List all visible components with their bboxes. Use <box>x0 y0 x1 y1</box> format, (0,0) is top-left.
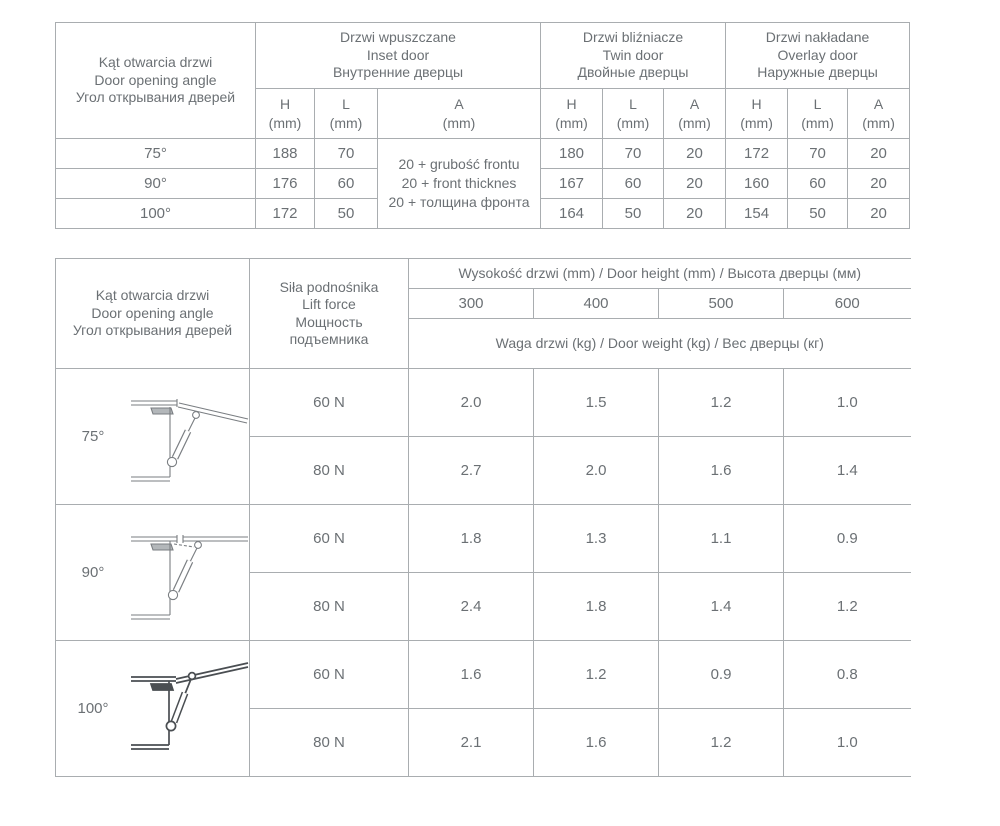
t2-weight-90-80-400: 1.8 <box>534 573 659 641</box>
t2-door-weight-header: Waga drzwi (kg) / Door weight (kg) / Вес дверцы (кг) <box>409 319 911 369</box>
t1-inset-l-75: 70 <box>315 139 378 169</box>
t1-overlay-a-90: 20 <box>848 169 910 199</box>
t2-weight-90-60-400: 1.3 <box>534 505 659 573</box>
t1-twin-l-header: L (mm) <box>603 89 664 139</box>
t1-inset-a-header: A (mm) <box>378 89 541 139</box>
door-dimensions-table <box>55 22 910 229</box>
t2-weight-90-60-600: 0.9 <box>784 505 911 573</box>
t2-force-100-80: 80 N <box>250 709 409 777</box>
t2-door-height-header: Wysokość drzwi (mm) / Door height (mm) / Высота дверцы (мм) <box>409 259 911 289</box>
t1-twin-a-75: 20 <box>664 139 726 169</box>
t2-height-400: 400 <box>534 289 659 319</box>
table-row <box>56 641 911 709</box>
t1-overlay-l-100: 50 <box>788 199 848 229</box>
t2-angle-label-75: 75° <box>81 427 105 445</box>
t2-force-90-60: 60 N <box>250 505 409 573</box>
t2-weight-90-60-300: 1.8 <box>409 505 534 573</box>
t2-section-100 <box>56 641 250 777</box>
t2-force-90-80: 80 N <box>250 573 409 641</box>
t2-weight-100-80-600: 1.0 <box>784 709 911 777</box>
t2-weight-75-60-600: 1.0 <box>784 369 911 437</box>
t1-angle-100: 100° <box>56 199 256 229</box>
t2-weight-100-80-500: 1.2 <box>659 709 784 777</box>
t1-overlay-l-90: 60 <box>788 169 848 199</box>
t1-group-overlay: Drzwi nakładane Overlay door Наружные дверцы <box>726 23 910 89</box>
t1-overlay-l-header: L (mm) <box>788 89 848 139</box>
t2-weight-75-60-300: 2.0 <box>409 369 534 437</box>
door-open-75-diagram <box>130 387 250 487</box>
t1-twin-h-header: H (mm) <box>541 89 603 139</box>
t1-inset-h-100: 172 <box>256 199 315 229</box>
t1-twin-l-75: 70 <box>603 139 664 169</box>
t1-group-inset: Drzwi wpuszczane Inset door Внутренние дверцы <box>256 23 541 89</box>
lift-force-table <box>55 258 911 777</box>
t2-weight-90-80-600: 1.2 <box>784 573 911 641</box>
door-open-100-diagram <box>130 659 250 759</box>
t1-inset-l-100: 50 <box>315 199 378 229</box>
t2-section-75 <box>56 369 250 505</box>
t2-height-600: 600 <box>784 289 911 319</box>
t1-twin-a-100: 20 <box>664 199 726 229</box>
t2-force-75-80: 80 N <box>250 437 409 505</box>
t1-overlay-h-90: 160 <box>726 169 788 199</box>
t2-weight-100-60-400: 1.2 <box>534 641 659 709</box>
t1-overlay-l-75: 70 <box>788 139 848 169</box>
t2-weight-75-80-600: 1.4 <box>784 437 911 505</box>
t1-overlay-a-100: 20 <box>848 199 910 229</box>
t1-angle-75: 75° <box>56 139 256 169</box>
t2-height-300: 300 <box>409 289 534 319</box>
t2-force-header: Siła podnośnika Lift force Мощность подъемника <box>250 259 409 369</box>
t2-force-75-60: 60 N <box>250 369 409 437</box>
t1-angle-header: Kąt otwarcia drzwi Door opening angle Угол открывания дверей <box>56 23 256 139</box>
t2-angle-label-90: 90° <box>81 563 105 581</box>
t2-angle-label-100: 100° <box>77 699 109 717</box>
t2-weight-75-60-400: 1.5 <box>534 369 659 437</box>
t1-overlay-a-75: 20 <box>848 139 910 169</box>
t1-twin-a-90: 20 <box>664 169 726 199</box>
t1-group-twin: Drzwi bliźniacze Twin door Двойные дверцы <box>541 23 726 89</box>
t2-weight-75-80-500: 1.6 <box>659 437 784 505</box>
t2-weight-90-60-500: 1.1 <box>659 505 784 573</box>
t1-inset-h-header: H (mm) <box>256 89 315 139</box>
t1-overlay-h-100: 154 <box>726 199 788 229</box>
t1-angle-90: 90° <box>56 169 256 199</box>
t2-weight-90-80-500: 1.4 <box>659 573 784 641</box>
t2-weight-100-60-600: 0.8 <box>784 641 911 709</box>
door-open-90-diagram <box>130 523 250 623</box>
t1-inset-l-header: L (mm) <box>315 89 378 139</box>
t1-twin-l-90: 60 <box>603 169 664 199</box>
t1-twin-l-100: 50 <box>603 199 664 229</box>
table-row <box>56 139 910 169</box>
t2-weight-75-80-400: 2.0 <box>534 437 659 505</box>
t1-overlay-a-header: A (mm) <box>848 89 910 139</box>
t2-weight-75-80-300: 2.7 <box>409 437 534 505</box>
t1-inset-h-75: 188 <box>256 139 315 169</box>
t2-height-500: 500 <box>659 289 784 319</box>
t1-inset-a-note: 20 + grubość frontu 20 + front thicknes 20 + толщина фронта <box>378 139 541 229</box>
t2-weight-100-80-300: 2.1 <box>409 709 534 777</box>
t2-weight-100-80-400: 1.6 <box>534 709 659 777</box>
t1-overlay-h-header: H (mm) <box>726 89 788 139</box>
t2-section-90 <box>56 505 250 641</box>
t1-twin-a-header: A (mm) <box>664 89 726 139</box>
t1-twin-h-75: 180 <box>541 139 603 169</box>
table-row <box>56 505 911 573</box>
t2-weight-100-60-500: 0.9 <box>659 641 784 709</box>
t2-weight-75-60-500: 1.2 <box>659 369 784 437</box>
t1-inset-h-90: 176 <box>256 169 315 199</box>
t2-weight-90-80-300: 2.4 <box>409 573 534 641</box>
t2-weight-100-60-300: 1.6 <box>409 641 534 709</box>
t1-overlay-h-75: 172 <box>726 139 788 169</box>
t1-twin-h-90: 167 <box>541 169 603 199</box>
table-row <box>56 369 911 437</box>
t2-force-100-60: 60 N <box>250 641 409 709</box>
t2-angle-header: Kąt otwarcia drzwi Door opening angle Угол открывания дверей <box>56 259 250 369</box>
t1-twin-h-100: 164 <box>541 199 603 229</box>
t1-inset-l-90: 60 <box>315 169 378 199</box>
